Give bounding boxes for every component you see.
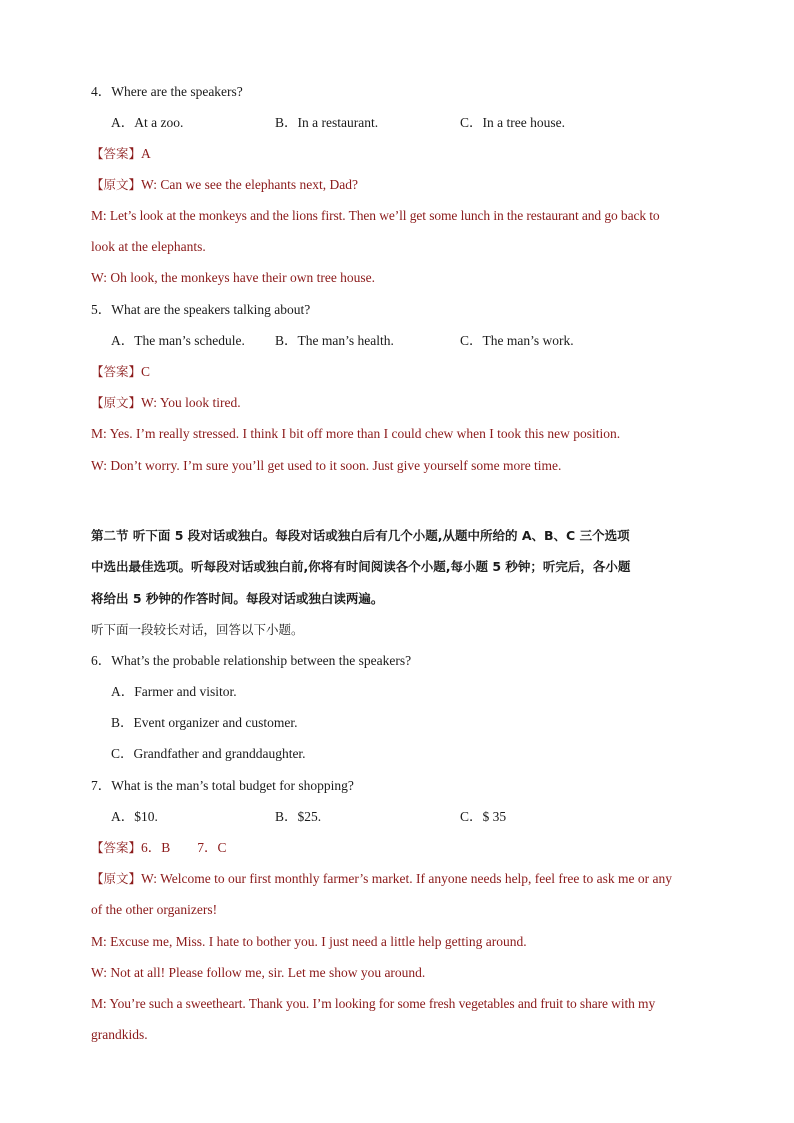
q7-option-c: C．$ 35 <box>460 809 507 824</box>
q5-answer-value: C <box>141 364 151 379</box>
q4-option-c: C．In a tree house. <box>460 115 565 130</box>
answer-tag: 【答案】 <box>91 840 142 855</box>
q6-question: 6．What’s the probable relationship between the speakers? <box>91 653 412 668</box>
script-tag: 【原文】 <box>91 177 142 192</box>
q7-script-line1b: of the other organizers! <box>91 902 218 917</box>
script-tag: 【原文】 <box>91 871 142 886</box>
q5-option-c: C．The man’s work. <box>460 333 574 348</box>
q4-script <box>91 176 358 194</box>
q4-answer-value: A <box>141 146 151 161</box>
q7-answer <box>91 839 227 857</box>
answer-tag: 【答案】 <box>91 146 142 161</box>
q7-script-line2: M: Excuse me, Miss. I hate to bother you. I just need a little help getting around. <box>91 934 527 949</box>
q4-script-line1: W: Can we see the elephants next, Dad? <box>141 177 358 192</box>
q5-script <box>91 394 241 412</box>
q5-script-line1: W: You look tired. <box>141 395 241 410</box>
q7-answer-value: 6．B 7．C <box>141 840 227 855</box>
answer-tag: 【答案】 <box>91 364 142 379</box>
q5-option-b: B．The man’s health. <box>275 333 394 348</box>
q5-question: 5．What are the speakers talking about? <box>91 302 311 317</box>
q7-script-line4b: grandkids. <box>91 1027 148 1042</box>
q7-question: 7．What is the man’s total budget for shopping? <box>91 778 354 793</box>
q4-question: 4．Where are the speakers? <box>91 84 243 99</box>
q4-script-line2a: M: Let’s look at the monkeys and the lions first. Then we’ll get some lunch in the restaurant and go back to <box>91 208 660 223</box>
q4-option-b: B．In a restaurant. <box>275 115 379 130</box>
q5-script-line3: W: Don’t worry. I’m sure you’ll get used to it soon. Just give yourself some more time. <box>91 458 562 473</box>
q6-option-c: C．Grandfather and granddaughter. <box>111 746 306 761</box>
q7-script-line1a: W: Welcome to our first monthly farmer’s market. If anyone needs help, feel free to ask me or any <box>141 871 672 886</box>
q6-option-b: B．Event organizer and customer. <box>111 715 298 730</box>
q4-script-line3: W: Oh look, the monkeys have their own tree house. <box>91 270 376 285</box>
q5-option-a: A．The man’s schedule. <box>111 333 245 348</box>
q7-option-a: A．$10. <box>111 809 158 824</box>
q7-script-line4a: M: You’re such a sweetheart. Thank you. I’m looking for some fresh vegetables and fruit to share with my <box>91 996 656 1011</box>
section2-instruction-1: 第二节 听下面 5 段对话或独白。每段对话或独白后有几个小题,从题中所给的 A、B、C 三个选项 <box>91 528 630 543</box>
section2-instruction-3: 将给出 5 秒钟的作答时间。每段对话或独白读两遍。 <box>91 591 384 606</box>
q7-option-b: B．$25. <box>275 809 322 824</box>
q4-option-a: A．At a zoo. <box>111 115 184 130</box>
q7-script-line3: W: Not at all! Please follow me, sir. Let me show you around. <box>91 965 426 980</box>
q6-option-a: A．Farmer and visitor. <box>111 684 237 699</box>
q5-answer <box>91 363 150 381</box>
section2-intro: 听下面一段较长对话，回答以下小题。 <box>91 622 304 637</box>
q7-script <box>91 870 672 888</box>
q5-script-line2: M: Yes. I’m really stressed. I think I bit off more than I could chew when I took this new position. <box>91 426 621 441</box>
script-tag: 【原文】 <box>91 395 142 410</box>
section2-instruction-2: 中选出最佳选项。听每段对话或独白前,你将有时间阅读各个小题,每小题 5 秒钟；听完后，各小题 <box>91 559 631 574</box>
q4-answer <box>91 145 151 163</box>
q4-script-line2b: look at the elephants. <box>91 239 206 254</box>
